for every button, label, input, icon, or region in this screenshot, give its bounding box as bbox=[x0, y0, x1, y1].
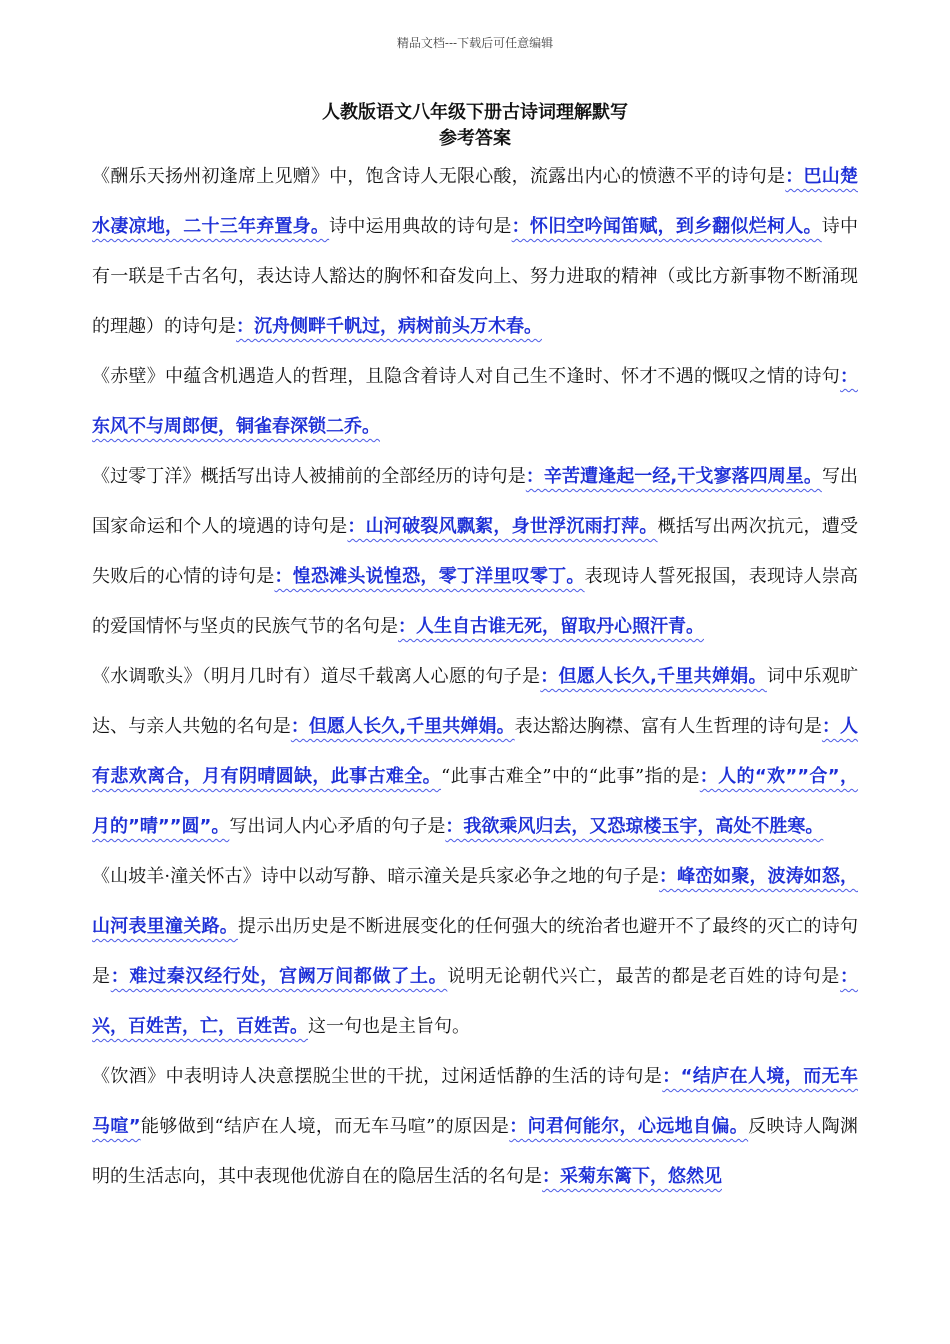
answer-text: ：采菊东篱下，悠然见 bbox=[542, 1166, 722, 1187]
answer-text: ：辛苦遭逢起一经,干戈寥落四周星。 bbox=[525, 466, 822, 487]
question-text: 提示出历史是不断进展变化的任何强大的统治者也避开不了最终的灭亡的诗句是 bbox=[92, 916, 858, 987]
question-text: 这一句也是主旨句。 bbox=[308, 1016, 470, 1037]
question-text: 概括写出两次抗元，遭受失败后的心情的诗句是 bbox=[92, 516, 859, 587]
question-text: 《过零丁洋》概括写出诗人被捕前的全部经历的诗句是 bbox=[92, 466, 526, 487]
question-text: 《饮酒》中表明诗人决意摆脱尘世的干扰，过闲适恬静的生活的诗句是 bbox=[92, 1066, 663, 1087]
question-text: 《赤壁》中蕴含机遇造人的哲理，且隐含着诗人对自己生不逢时、怀才不遇的慨叹之情的诗句 bbox=[92, 366, 840, 387]
question-text: 诗中运用典故的诗句是 bbox=[329, 216, 512, 237]
answer-text: ：巴山楚水凄凉地，二十三年弃置身。 bbox=[92, 166, 858, 237]
question-text: 《水调歌头》（明月几时有）道尽千载离人心愿的句子是 bbox=[92, 666, 541, 687]
answer-text: ：兴，百姓苦，亡，百姓苦。 bbox=[92, 966, 859, 1037]
question-text: 说明无论朝代兴亡，最苦的都是老百姓的诗句是 bbox=[447, 966, 841, 987]
question-text: “此事古难全”中的“此事”指的是 bbox=[441, 766, 700, 787]
paragraph-guolingdingyang bbox=[92, 452, 858, 652]
paragraph-liuyuxi bbox=[92, 152, 858, 352]
answer-text: ：沉舟侧畔千帆过，病树前头万木春。 bbox=[236, 316, 542, 337]
answer-text: ：惶恐滩头说惶恐，零丁洋里叹零丁。 bbox=[274, 566, 585, 587]
question-text: 《酬乐天扬州初逢席上见赠》中，饱含诗人无限心酸，流露出内心的愤懑不平的诗句是 bbox=[92, 166, 786, 187]
answer-text: ：人有悲欢离合，月有阴晴圆缺，此事古难全。 bbox=[92, 716, 859, 787]
document-subtitle: 参考答案 bbox=[439, 128, 511, 149]
paragraph-shuidiaogetou bbox=[92, 652, 858, 852]
answer-text: ：但愿人长久,千里共婵娟。 bbox=[290, 716, 515, 737]
document-title-block bbox=[0, 100, 950, 152]
document-title: 人教版语文八年级下册古诗词理解默写 bbox=[322, 102, 628, 123]
answer-text: ：东风不与周郎便，铜雀春深锁二乔。 bbox=[92, 366, 858, 437]
answer-text: ：人的“欢””合”，月的”晴””圆”。 bbox=[92, 766, 859, 837]
question-text: 表达豁达胸襟、富有人生哲理的诗句是 bbox=[514, 716, 822, 737]
question-text: 写出国家命运和个人的境遇的诗句是 bbox=[92, 466, 859, 537]
answer-text: ：我欲乘风归去，又恐琼楼玉宇，高处不胜寒。 bbox=[445, 816, 824, 837]
question-text: 写出词人内心矛盾的句子是 bbox=[229, 816, 446, 837]
question-text: 表现诗人誓死报国，表现诗人崇高的爱国情怀与坚贞的民族气节的名句是 bbox=[92, 566, 859, 637]
answer-text: ：山河破裂风飘絮，身世浮沉雨打萍。 bbox=[347, 516, 658, 537]
answer-text: ：问君何能尔，心远地自偏。 bbox=[509, 1116, 749, 1137]
question-text: 《山坡羊·潼关怀古》诗中以动写静、暗示潼关是兵家必争之地的句子是 bbox=[92, 866, 659, 887]
paragraph-yinjiu bbox=[92, 1052, 858, 1202]
answer-text: ：难过秦汉经行处，宫阙万间都做了土。 bbox=[110, 966, 448, 987]
answer-text: ：“结庐在人境，而无车马喧” bbox=[92, 1066, 858, 1137]
paragraph-chibi bbox=[92, 352, 858, 452]
page-header-watermark: 精品文档---下载后可任意编辑 bbox=[396, 36, 554, 50]
answer-text: ：但愿人长久,千里共婵娟。 bbox=[540, 666, 767, 687]
answer-text: ：人生自古谁无死，留取丹心照汗青。 bbox=[398, 616, 704, 637]
paragraph-shanpoyang bbox=[92, 852, 858, 1052]
answer-text: ：怀旧空吟闻笛赋，到乡翻似烂柯人。 bbox=[511, 216, 822, 237]
question-text: 反映诗人陶渊明的生活志向，其中表现他优游自在的隐居生活的名句是 bbox=[92, 1116, 858, 1187]
question-text: 诗中有一联是千古名句，表达诗人豁达的胸怀和奋发向上、努力进取的精神（或比方新事物不断涌现的理趣）的诗句是 bbox=[92, 216, 859, 337]
document-body bbox=[92, 152, 858, 1202]
question-text: 能够做到“结庐在人境，而无车马喧”的原因是 bbox=[140, 1116, 510, 1137]
answer-text: ：峰峦如聚，波涛如怒，山河表里潼关路。 bbox=[92, 866, 859, 937]
question-text: 词中乐观旷达、与亲人共勉的名句是 bbox=[92, 666, 859, 737]
